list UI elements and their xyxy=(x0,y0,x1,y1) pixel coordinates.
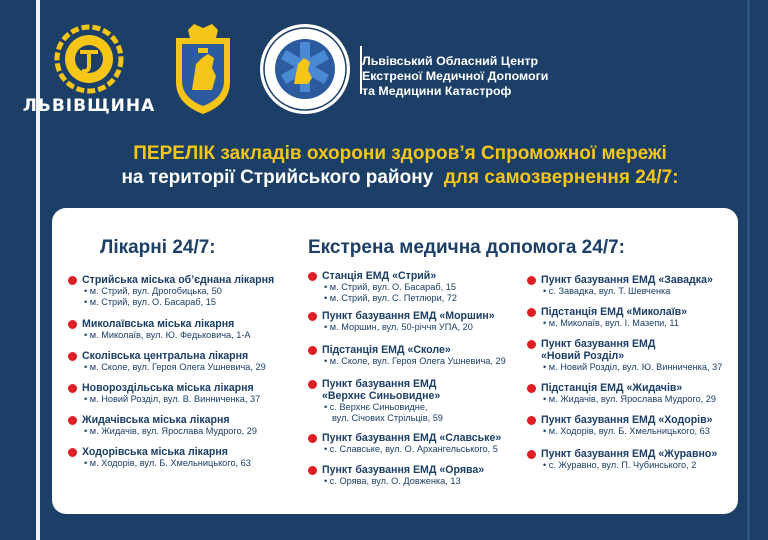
list-item xyxy=(68,274,274,308)
facility-name: Пункт базування ЕМД «Завадка» xyxy=(541,274,713,286)
bullet-icon xyxy=(527,308,536,317)
facility-name: Підстанція ЕМД «Жидачів» xyxy=(541,382,683,394)
facility-address: • с. Верхнє Синьовидне, xyxy=(324,402,443,413)
facility-name-line-2: «Верхнє Синьовидне» xyxy=(322,390,441,402)
list-item xyxy=(527,306,687,329)
bullet-icon xyxy=(308,434,317,443)
emergency-medical-emblem-icon xyxy=(258,22,352,116)
bullet-icon xyxy=(68,352,77,361)
lviv-oblast-coat-of-arms-icon xyxy=(168,24,238,118)
facility-name: Підстанція ЕМД «Сколе» xyxy=(322,344,451,356)
list-item xyxy=(68,382,260,405)
facility-address: • м. Миколаїв, вул. І. Мазепи, 11 xyxy=(543,318,687,329)
facility-address: • м. Моршин, вул. 50-річчя УПА, 20 xyxy=(324,322,495,333)
right-accent-bar xyxy=(747,0,750,540)
facility-address-continued: вул. Січових Стрільців, 59 xyxy=(332,413,443,423)
facility-address: • м. Сколе, вул. Героя Олега Ушневича, 29 xyxy=(84,362,266,373)
list-item xyxy=(68,350,266,373)
list-item xyxy=(527,382,716,405)
bullet-icon xyxy=(527,276,536,285)
facility-address: • м. Миколаїв, вул. Ю. Федьковича, 1-А xyxy=(84,330,251,341)
list-item xyxy=(308,432,501,455)
facility-name: Миколаївська міська лікарня xyxy=(82,318,235,330)
bullet-icon xyxy=(527,340,536,349)
title-line-2-yellow: для самозвернення 24/7: xyxy=(443,167,679,188)
facility-name-line-2: «Новий Розділ» xyxy=(541,350,625,362)
bullet-icon xyxy=(68,384,77,393)
list-item xyxy=(308,270,457,304)
facility-name: Сколівська центральна лікарня xyxy=(82,350,249,362)
bullet-icon xyxy=(308,380,317,389)
organization-name xyxy=(362,54,632,99)
facility-address: • м. Стрий, вул. О. Басараб, 15 xyxy=(324,282,457,293)
facility-name: Пункт базування ЕМД «Ходорів» xyxy=(541,414,713,426)
facility-address: • м. Стрий, вул. С. Петлюри, 72 xyxy=(324,293,457,304)
facility-address: • с. Орява, вул. О. Довженка, 13 xyxy=(324,476,484,487)
facility-address: • м. Стрий, вул. О. Басараб, 15 xyxy=(84,297,274,308)
facility-address: • м. Ходорів, вул. Б. Хмельницького, 63 xyxy=(543,426,713,437)
facility-name: Пункт базування ЕМД xyxy=(541,338,656,350)
bullet-icon xyxy=(527,384,536,393)
facility-name: Пункт базування ЕМД xyxy=(322,378,437,390)
bullet-icon xyxy=(527,450,536,459)
bullet-icon xyxy=(308,272,317,281)
title-line-1: ПЕРЕЛІК закладів охорони здоров’я Спроможної мережі xyxy=(133,143,667,164)
bullet-icon xyxy=(68,320,77,329)
lvivshchyna-logo-icon xyxy=(46,24,132,94)
facility-name: Стрийська міська об’єднана лікарня xyxy=(82,274,275,286)
facility-address: • с. Завадка, вул. Т. Шевченка xyxy=(543,286,713,297)
facility-address: • с. Славське, вул. О. Архангельського, 5 xyxy=(324,444,501,455)
hospitals-heading: Лікарні 24/7: xyxy=(100,237,216,258)
region-logo-text: ЛЬВІВЩИНА xyxy=(22,96,156,116)
list-item xyxy=(527,414,713,437)
facility-name: Новороздільська міська лікарня xyxy=(82,382,254,394)
bullet-icon xyxy=(308,346,317,355)
facility-name: Пункт базування ЕМД «Славське» xyxy=(322,432,502,444)
org-line-2: Екстреної Медичної Допомоги xyxy=(362,69,549,83)
bullet-icon xyxy=(68,416,77,425)
org-line-3: та Медицини Катастроф xyxy=(362,84,512,98)
facility-address: • м. Сколе, вул. Героя Олега Ушневича, 29 xyxy=(324,356,506,367)
page-title xyxy=(48,142,752,190)
facility-address: • м. Ходорів, вул. Б. Хмельницького, 63 xyxy=(84,458,251,469)
title-line-2 xyxy=(48,166,752,190)
facility-name: Пункт базування ЕМД «Моршин» xyxy=(322,310,495,322)
bullet-icon xyxy=(527,416,536,425)
list-item xyxy=(527,448,717,471)
facility-address: • с. Журавно, вул. П. Чубинського, 2 xyxy=(543,460,717,471)
facility-name: Жидачівська міська лікарня xyxy=(82,414,230,426)
org-line-1: Львівський Обласний Центр xyxy=(362,54,539,68)
facility-address: • м. Стрий, вул. Дрогобицька, 50 xyxy=(84,286,274,297)
facility-name: Пункт базування ЕМД «Орява» xyxy=(322,464,485,476)
list-item xyxy=(308,310,495,333)
list-item xyxy=(308,378,443,424)
left-accent-bar xyxy=(36,0,40,540)
list-item xyxy=(308,344,506,367)
bullet-icon xyxy=(308,312,317,321)
bullet-icon xyxy=(308,466,317,475)
facility-name: Пункт базування ЕМД «Журавно» xyxy=(541,448,718,460)
bullet-icon xyxy=(68,276,77,285)
list-item xyxy=(68,446,251,469)
facility-address: • м. Новий Розділ, вул. Ю. Винниченка, 37 xyxy=(543,362,722,373)
facility-name: Підстанція ЕМД «Миколаїв» xyxy=(541,306,688,318)
list-item xyxy=(527,338,722,373)
list-item xyxy=(527,274,713,297)
facility-address: • м. Новий Розділ, вул. В. Винниченка, 37 xyxy=(84,394,260,405)
list-item xyxy=(68,414,257,437)
facility-name: Станція ЕМД «Стрий» xyxy=(322,270,437,282)
emd-heading: Екстрена медична допомога 24/7: xyxy=(308,237,625,258)
list-item xyxy=(68,318,251,341)
facility-address: • м. Жидачів, вул. Ярослава Мудрого, 29 xyxy=(84,426,257,437)
list-item xyxy=(308,464,484,487)
facility-address: • м. Жидачів, вул. Ярослава Мудрого, 29 xyxy=(543,394,716,405)
title-line-2-white: на території Стрийського району xyxy=(121,167,434,188)
facility-name: Ходорівська міська лікарня xyxy=(82,446,228,458)
bullet-icon xyxy=(68,448,77,457)
